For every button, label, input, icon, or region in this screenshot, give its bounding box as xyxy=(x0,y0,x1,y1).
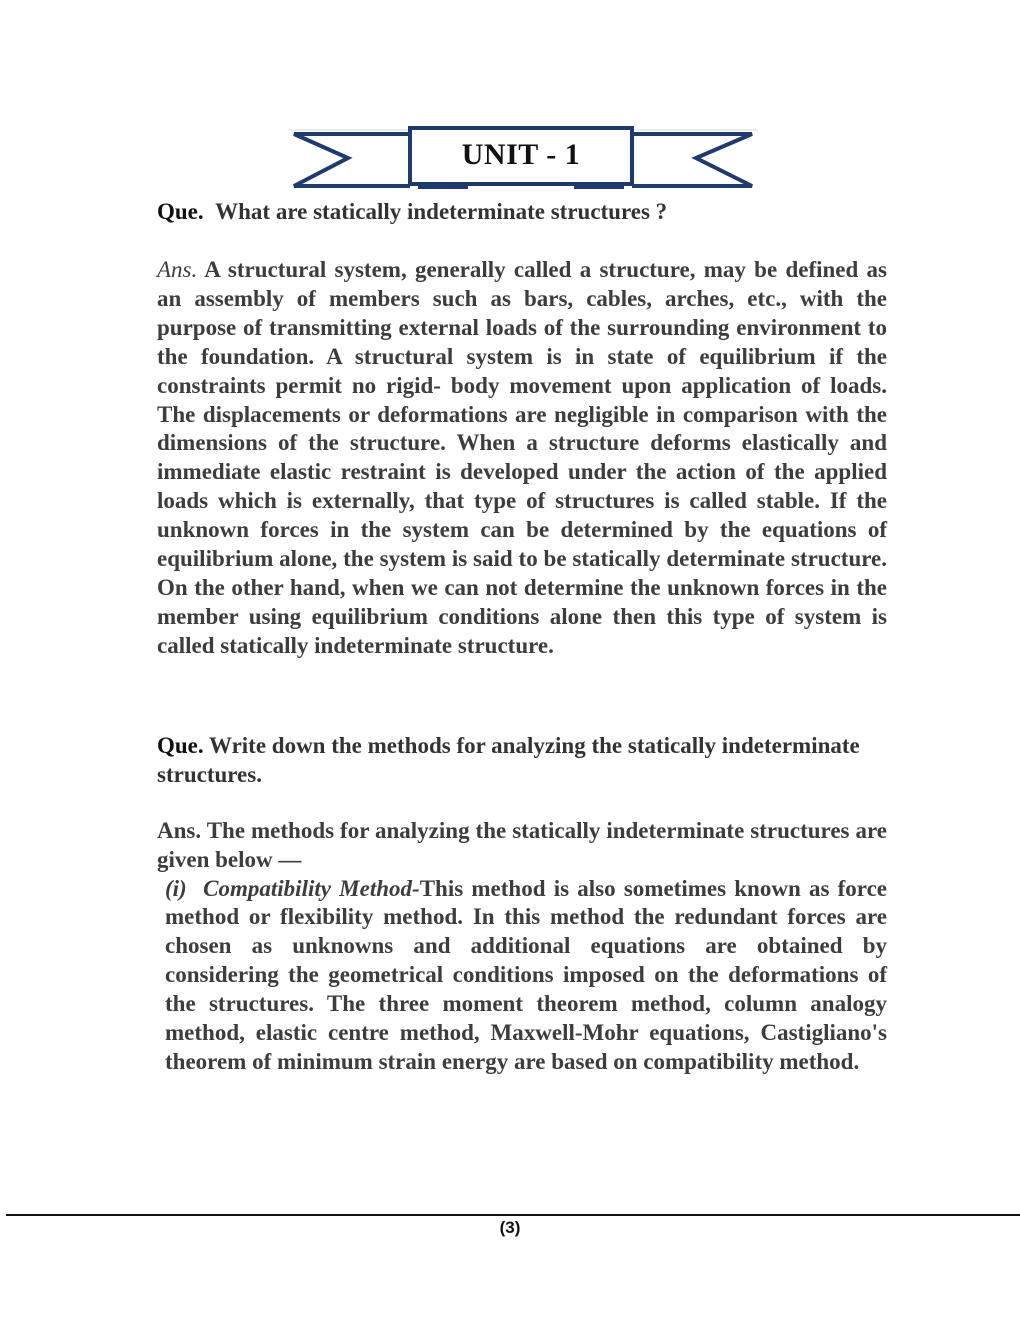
method-name: Compatibility Method- xyxy=(203,875,420,901)
answer-text: A structural system, generally called a structure, may be defined as an assembly of members such as bars, cables, arches, etc., with the purpose of transmitting external loads of the surrounding environment to the foundation. A structural system is in state of equilibrium if the constraints permit no rigid- body movement upon application of loads. The displacements or deformations are negligible in comparison with the dimensions of the structure. When a structure deforms elastically and immediate elastic restraint is developed under the action of the applied loads which is externally, that type of structures is called stable. If the unknown forces in the system can be determined by the equations of equilibrium alone, the system is said to be statically determinate structure. On the other hand, when we can not determine the unknown forces in the member using equilibrium conditions alone then this type of system is called statically indeterminate structure. xyxy=(157,257,888,658)
question-2 xyxy=(157,731,887,789)
question-text: Write down the methods for analyzing the statically indeterminate structures. xyxy=(157,732,860,787)
answer-2 xyxy=(157,817,887,1077)
method-number: (i) xyxy=(165,875,187,901)
footer-divider xyxy=(6,1214,1020,1216)
que-label: Que. xyxy=(157,199,204,224)
question-text: What are statically indeterminate structures ? xyxy=(215,199,668,224)
page-number: (3) xyxy=(499,1218,521,1237)
answer-1 xyxy=(157,256,887,661)
method-text: This method is also sometimes known as force method or flexibility method. In this method the redundant forces are chosen as unknowns and additional equations are obtained by considering the geometrical conditions imposed on the deformations of the structures. The three moment theorem method, column analogy method, elastic centre method, Maxwell-Mohr equations, Castigliano's theorem of minimum strain energy are based on compatibility method. xyxy=(165,875,888,1074)
unit-title: UNIT - 1 xyxy=(461,138,581,171)
method-item xyxy=(157,875,887,1077)
question-1 xyxy=(157,197,887,226)
ans-label: Ans. xyxy=(157,257,198,282)
que-label: Que. xyxy=(157,732,204,758)
unit-banner xyxy=(288,120,758,200)
ans-label: Ans. xyxy=(157,817,202,843)
answer-intro: The methods for analyzing the statically indeterminate structures are given below — xyxy=(157,817,887,872)
page-content xyxy=(157,197,887,1077)
